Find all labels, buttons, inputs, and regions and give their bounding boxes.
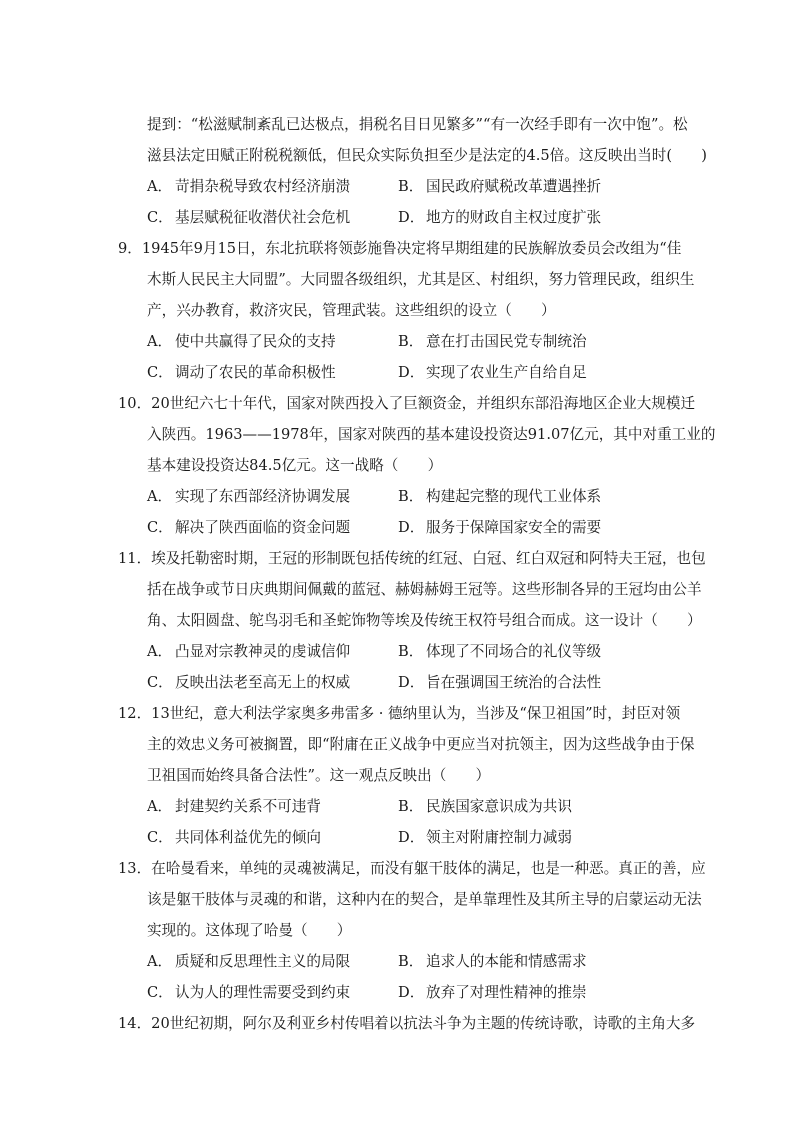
option-letter: C．	[147, 364, 173, 381]
option-row	[0, 822, 794, 853]
text-row	[147, 140, 794, 171]
option-letter: D．	[398, 209, 425, 226]
option-row	[0, 357, 794, 388]
question-text-line: 基本建设投资达84.5亿元。这一战略（ ）	[147, 457, 443, 474]
answer-option[interactable]	[398, 171, 601, 202]
option-row	[0, 946, 794, 977]
answer-option[interactable]	[398, 791, 572, 822]
question-number: 13．	[118, 860, 152, 877]
option-letter: C．	[147, 519, 173, 536]
option-letter: D．	[398, 674, 425, 691]
option-letter: B．	[398, 488, 424, 505]
answer-option[interactable]	[398, 946, 587, 977]
question-text-line: 1945年9月15日，东北抗联将领彭施鲁决定将早期组建的民族解放委员会改组为“佳	[141, 240, 682, 257]
option-text: 调动了农民的革命积极性	[175, 364, 336, 381]
answer-option[interactable]	[147, 791, 321, 822]
option-row	[0, 636, 794, 667]
answer-option[interactable]	[398, 636, 601, 667]
text-row	[118, 233, 794, 264]
text-row	[118, 543, 794, 574]
option-text: 地方的财政自主权过度扩张	[426, 209, 602, 226]
option-letter: B．	[398, 643, 424, 660]
option-text: 使中共赢得了民众的支持	[175, 333, 336, 350]
answer-option[interactable]	[147, 636, 350, 667]
question-number: 9．	[118, 240, 142, 257]
question-text-line: 实现的。这体现了哈曼（ ）	[147, 922, 352, 939]
option-text: 实现了东西部经济协调发展	[175, 488, 351, 505]
question-text-line: 13世纪，意大利法学家奥多弗雷多 · 德纳里认为，当涉及“保卫祖国”时，封臣对领	[151, 705, 681, 722]
option-text: 民族国家意识成为共识	[426, 798, 572, 815]
question-text-line: 入陕西。1963——1978年，国家对陕西的基本建设投资达91.07亿元，其中对重工业的	[147, 426, 716, 443]
question-text-line: 20世纪六七十年代，国家对陕西投入了巨额资金，并组织东部沿海地区企业大规模迁	[151, 395, 696, 412]
option-letter: A．	[147, 488, 173, 505]
question-text-line: 20世纪初期，阿尔及利亚乡村传唱着以抗法斗争为主题的传统诗歌，诗歌的主角大多	[151, 1015, 696, 1032]
question-number: 11．	[118, 550, 152, 567]
option-row	[0, 977, 794, 1008]
option-letter: C．	[147, 674, 173, 691]
option-text: 放弃了对理性精神的推崇	[426, 984, 587, 1001]
option-text: 国民政府赋税改革遭遇挫折	[426, 178, 602, 195]
text-row	[147, 760, 794, 791]
text-row	[147, 450, 794, 481]
option-letter: A．	[147, 798, 173, 815]
option-letter: B．	[398, 178, 424, 195]
answer-option[interactable]	[147, 357, 336, 388]
answer-option[interactable]	[147, 822, 321, 853]
question-text-line: 在哈曼看来，单纯的灵魂被满足，而没有躯干肢体的满足，也是一种恶。真正的善，应	[151, 860, 706, 877]
answer-option[interactable]	[147, 171, 350, 202]
option-letter: D．	[398, 829, 425, 846]
option-letter: C．	[147, 829, 173, 846]
text-row	[118, 1008, 794, 1039]
answer-option[interactable]	[398, 357, 587, 388]
answer-option[interactable]	[147, 667, 350, 698]
question-text-line: 卫祖国而始终具备合法性”。这一观点反映出（ ）	[147, 767, 491, 784]
option-letter: B．	[398, 953, 424, 970]
answer-option[interactable]	[398, 202, 601, 233]
answer-option[interactable]	[398, 822, 572, 853]
text-row	[147, 419, 794, 450]
option-text: 服务于保障国家安全的需要	[426, 519, 602, 536]
text-row	[147, 109, 794, 140]
option-text: 反映出法老至高无上的权威	[175, 674, 351, 691]
question-text-line: 该是躯干肢体与灵魂的和谐，这种内在的契合，是单靠理性及其所主导的启蒙运动无法	[147, 891, 702, 908]
question-text-line: 埃及托勒密时期，王冠的形制既包括传统的红冠、白冠、红白双冠和阿特夫王冠，也包	[151, 550, 706, 567]
option-text: 意在打击国民党专制统治	[426, 333, 587, 350]
question-number: 14．	[118, 1015, 152, 1032]
option-text: 体现了不同场合的礼仪等级	[426, 643, 602, 660]
answer-option[interactable]	[398, 326, 587, 357]
question-text-line: 角、太阳圆盘、鸵鸟羽毛和圣蛇饰物等埃及传统王权符号组合而成。这一设计（ ）	[147, 612, 702, 629]
text-row	[118, 853, 794, 884]
question-text-line: 产，兴办教育，救济灾民，管理武装。这些组织的设立（ ）	[147, 302, 556, 319]
answer-option[interactable]	[147, 946, 350, 977]
option-letter: B．	[398, 798, 424, 815]
option-letter: A．	[147, 643, 173, 660]
answer-option[interactable]	[147, 326, 336, 357]
text-row	[147, 915, 794, 946]
option-row	[0, 791, 794, 822]
option-text: 质疑和反思理性主义的局限	[175, 953, 351, 970]
option-text: 共同体利益优先的倾向	[175, 829, 321, 846]
question-text-line: 提到：“松滋赋制紊乱已达极点，捐税名目日见繁多”“有一次经手即有一次中饱”。松	[147, 116, 688, 133]
text-row	[147, 295, 794, 326]
option-row	[0, 171, 794, 202]
question-text-line: 木斯人民民主大同盟”。大同盟各级组织，尤其是区、村组织，努力管理民政，组织生	[147, 271, 695, 288]
answer-option[interactable]	[147, 512, 350, 543]
text-row	[118, 388, 794, 419]
option-letter: A．	[147, 953, 173, 970]
option-row	[0, 667, 794, 698]
option-row	[0, 512, 794, 543]
option-text: 基层赋税征收潜伏社会危机	[175, 209, 351, 226]
option-letter: A．	[147, 333, 173, 350]
question-number: 12．	[118, 705, 152, 722]
text-row	[147, 574, 794, 605]
answer-option[interactable]	[147, 481, 350, 512]
question-text-line: 括在战争或节日庆典期间佩戴的蓝冠、赫姆赫姆王冠等。这些形制各异的王冠均由公羊	[147, 581, 702, 598]
option-text: 旨在强调国王统治的合法性	[426, 674, 602, 691]
option-row	[0, 481, 794, 512]
option-letter: A．	[147, 178, 173, 195]
option-text: 实现了农业生产自给自足	[426, 364, 587, 381]
question-text-line: 主的效忠义务可被搁置，即“附庸在正义战争中更应当对抗领主，因为这些战争由于保	[147, 736, 695, 753]
option-text: 解决了陕西面临的资金问题	[175, 519, 351, 536]
option-text: 封建契约关系不可违背	[175, 798, 321, 815]
option-letter: D．	[398, 364, 425, 381]
answer-option[interactable]	[398, 977, 587, 1008]
option-row	[0, 202, 794, 233]
answer-option[interactable]	[147, 202, 350, 233]
option-letter: B．	[398, 333, 424, 350]
option-text: 领主对附庸控制力减弱	[426, 829, 572, 846]
option-row	[0, 326, 794, 357]
question-text-line: 滋县法定田赋正附税税额低，但民众实际负担至少是法定的4.5倍。这反映出当时( )	[147, 147, 707, 164]
text-row	[118, 698, 794, 729]
option-letter: D．	[398, 984, 425, 1001]
text-row	[147, 884, 794, 915]
answer-option[interactable]	[398, 481, 601, 512]
question-number: 10．	[118, 395, 152, 412]
option-text: 追求人的本能和情感需求	[426, 953, 587, 970]
option-letter: C．	[147, 209, 173, 226]
answer-option[interactable]	[398, 667, 601, 698]
option-text: 苛捐杂税导致农村经济崩溃	[175, 178, 351, 195]
text-row	[147, 729, 794, 760]
text-row	[147, 605, 794, 636]
option-letter: C．	[147, 984, 173, 1001]
text-row	[147, 264, 794, 295]
answer-option[interactable]	[398, 512, 601, 543]
option-letter: D．	[398, 519, 425, 536]
option-text: 认为人的理性需要受到约束	[175, 984, 351, 1001]
answer-option[interactable]	[147, 977, 350, 1008]
option-text: 构建起完整的现代工业体系	[426, 488, 602, 505]
option-text: 凸显对宗教神灵的虔诚信仰	[175, 643, 351, 660]
